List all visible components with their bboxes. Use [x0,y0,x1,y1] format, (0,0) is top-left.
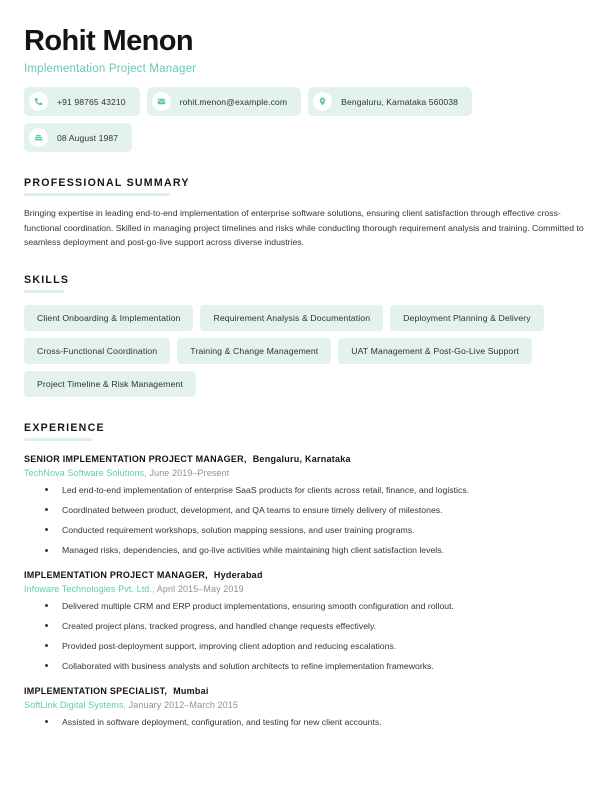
job-bullet: Collaborated with business analysts and solution architects to refine implementation frameworks. [44,660,590,673]
section-title-summary: PROFESSIONAL SUMMARY [24,177,190,190]
skill-tag: Training & Change Management [177,338,331,364]
job-bullet-list [24,600,590,673]
candidate-headline: Implementation Project Manager [24,63,197,76]
section-rule-experience [24,438,93,441]
skill-tag: UAT Management & Post-Go-Live Support [338,338,532,364]
job-bullet: Created project plans, tracked progress, and handled change requests effectively. [44,620,590,633]
section-professional-summary [22,173,590,248]
contact-badge-row-second [24,123,590,152]
job-bullet: Conducted requirement workshops, solution mapping sessions, and user training programs. [44,524,590,537]
envelope-icon [152,92,171,111]
job-meta-line [24,584,590,594]
experience-entry [24,686,590,729]
job-title-line [24,454,590,464]
skill-tag: Deployment Planning & Delivery [390,305,544,331]
job-role: IMPLEMENTATION PROJECT MANAGER, [24,569,208,580]
section-title-skills: SKILLS [24,273,70,286]
contact-email-text: rohit.menon@example.com [179,96,288,107]
skill-tag: Client Onboarding & Implementation [24,305,193,331]
contact-badge-row [24,87,590,116]
job-role: IMPLEMENTATION SPECIALIST, [24,685,168,696]
skill-tag: Project Timeline & Risk Management [24,371,196,397]
job-meta-line [24,700,590,710]
job-dates: January 2012–March 2015 [128,699,239,710]
job-title-line [24,570,590,580]
skill-tag: Cross-Functional Coordination [24,338,170,364]
job-company: TechNova Software Solutions, [24,467,147,478]
job-bullet-list [24,716,590,729]
job-dates: June 2019–Present [149,467,230,478]
job-bullet: Provided post-deployment support, improving client adoption and reducing escalations. [44,640,590,653]
job-company: Infoware Technologies Pvt. Ltd., [24,583,155,594]
contact-badge-phone[interactable] [24,87,140,116]
contact-phone-text: +91 98765 43210 [57,96,126,107]
job-title-line [24,686,590,696]
location-pin-icon [313,92,332,111]
job-location: Mumbai [173,685,209,696]
job-bullet: Assisted in software deployment, configuration, and testing for new client accounts. [44,716,590,729]
birthday-cake-icon [29,128,48,147]
candidate-name: Rohit Menon [24,25,193,57]
phone-icon [29,92,48,111]
experience-entry [24,454,590,557]
job-location: Hyderabad [213,569,263,580]
job-bullet-list [24,484,590,557]
job-bullet: Managed risks, dependencies, and go-live activities while maintaining high client satisfaction levels. [44,544,590,557]
job-bullet: Coordinated between product, development, and QA teams to ensure timely delivery of milestones. [44,504,590,517]
section-rule-summary [24,193,170,196]
job-bullet: Led end-to-end implementation of enterprise SaaS products for clients across retail, finance, and logistics. [44,484,590,497]
skills-tag-list [24,305,564,397]
contact-badge-dob[interactable] [24,123,132,152]
job-dates: April 2015–May 2019 [156,583,244,594]
contact-badge-email[interactable] [147,87,302,116]
resume-header [22,26,590,152]
job-location: Bengaluru, Karnataka [252,453,351,464]
contact-dob-text: 08 August 1987 [57,132,119,143]
contact-badge-location[interactable] [308,87,472,116]
experience-entry [24,570,590,673]
job-meta-line [24,468,590,478]
section-experience [22,418,590,728]
job-role: SENIOR IMPLEMENTATION PROJECT MANAGER, [24,453,247,464]
contact-location-text: Bengaluru, Karnataka 560038 [341,96,459,107]
section-skills [22,270,590,397]
summary-body: Bringing expertise in leading end-to-end implementation of enterprise software solutions, ensuring client satisfaction through effective cross-functional coordination. Skilled in managing project timelines and risks while conducting thorough requirement analysis and training. Committed to seamless deployment and post-go-live support across diverse industries. [24,208,584,247]
skill-tag: Requirement Analysis & Documentation [200,305,383,331]
section-rule-skills [24,290,64,293]
section-title-experience: EXPERIENCE [24,421,105,434]
job-company: SoftLink Digital Systems, [24,699,127,710]
job-bullet: Delivered multiple CRM and ERP product implementations, ensuring smooth configuration and rollout. [44,600,590,613]
